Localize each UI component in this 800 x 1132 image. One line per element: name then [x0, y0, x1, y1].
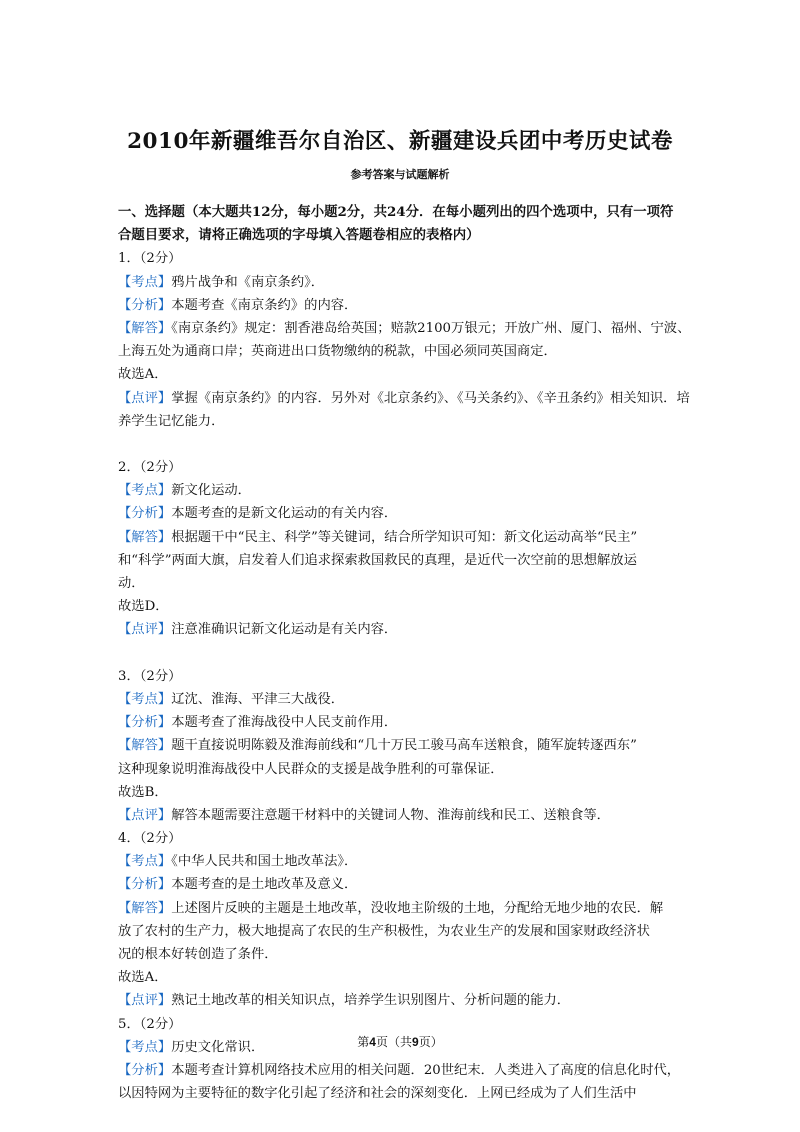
fenxi-text: 本题考查了淮海战役中人民支前作用．: [171, 715, 398, 731]
fenxi-line: [118, 711, 690, 734]
question-1: [118, 247, 690, 433]
section-heading-line-2: 合题目要求，请将正确选项的字母填入答题卷相应的表格内）: [118, 227, 480, 244]
jieda-tag: 【解答】: [118, 738, 172, 754]
fenxi-tag: 【分析】: [118, 877, 172, 893]
jieda-text: 上述图片反映的主题是土地改革，没收地主阶级的土地，分配给无地少地的农民．解: [171, 900, 664, 916]
spacer: [118, 433, 690, 456]
kaodian-text: 历史文化常识．: [171, 1039, 265, 1055]
page-footer: [0, 1033, 800, 1050]
answer-line: 故选A．: [118, 970, 168, 986]
jieda-line: [118, 897, 690, 920]
jieda-continuation: 动．: [118, 576, 145, 591]
question-5: [118, 1013, 690, 1106]
dianping-tag: 【点评】: [118, 993, 172, 1009]
question-3: [118, 665, 690, 827]
section-heading-line-1: 一、选择题（本大题共12分，每小题2分，共24分．在每小题列出的四个选项中，只有一项符: [118, 204, 674, 220]
jieda-tag: 【解答】: [118, 320, 172, 336]
kaodian-line: [118, 850, 690, 873]
footer-page-number: 4: [369, 1035, 376, 1049]
fenxi-tag: 【分析】: [118, 297, 172, 313]
dianping-tag: 【点评】: [118, 390, 172, 406]
fenxi-line: [118, 294, 690, 317]
spacer: [118, 642, 690, 665]
kaodian-tag: 【考点】: [118, 1039, 172, 1055]
kaodian-text: 《中华人民共和国土地改革法》．: [171, 854, 358, 870]
footer-middle: 页（共: [375, 1035, 412, 1049]
kaodian-tag: 【考点】: [118, 691, 172, 707]
kaodian-text: 新文化运动．: [171, 483, 251, 499]
fenxi-tag: 【分析】: [118, 506, 172, 522]
dianping-tag: 【点评】: [118, 622, 172, 638]
kaodian-line: [118, 271, 690, 294]
dianping-text: 掌握《南京条约》的内容．另外对《北京条约》、《马关条约》、《辛丑条约》相关知识．培: [171, 390, 690, 406]
jieda-tag: 【解答】: [118, 900, 172, 916]
answer-line: 故选D．: [118, 599, 169, 615]
dianping-line: [118, 989, 690, 1012]
jieda-continuation: 放了农村的生产力，极大地提高了农民的生产积极性，为农业生产的发展和国家财政经济状: [118, 923, 650, 939]
kaodian-text: 鸦片战争和《南京条约》．: [171, 274, 325, 290]
question-number: 2．（2分）: [118, 460, 182, 476]
page-subtitle: 参考答案与试题解析: [350, 168, 450, 181]
page-content: [118, 201, 690, 1105]
dianping-line: [118, 804, 690, 827]
dianping-continuation: 养学生记忆能力．: [118, 413, 225, 429]
jieda-text: 根据题干中“民主、科学”等关键词，结合所学知识可知：新文化运动高举“民主”: [171, 529, 638, 545]
kaodian-line: [118, 688, 690, 711]
fenxi-text: 本题考查的是新文化运动的有关内容．: [171, 506, 398, 522]
dianping-text: 解答本题需要注意题干材料中的关键词人物、淮海前线和民工、送粮食等．: [171, 807, 610, 823]
fenxi-line: [118, 873, 690, 896]
fenxi-tag: 【分析】: [118, 1062, 172, 1078]
fenxi-line: [118, 502, 690, 525]
footer-suffix: 页）: [418, 1035, 443, 1049]
jieda-continuation: 况的根本好转创造了条件．: [118, 947, 278, 962]
fenxi-continuation: 以因特网为主要特征的数字化引起了经济和社会的深刻变化．上网已经成为了人们生活中: [118, 1086, 637, 1102]
kaodian-tag: 【考点】: [118, 854, 172, 870]
jieda-text: 题干直接说明陈毅及淮海前线和“几十万民工骏马高车送粮食，随军旋转逐西东”: [171, 738, 637, 754]
page-title: 2010年新疆维吾尔自治区、新疆建设兵团中考历史试卷: [127, 129, 673, 154]
answer-line: 故选A．: [118, 367, 168, 383]
kaodian-line: [118, 479, 690, 502]
jieda-line: [118, 734, 690, 757]
jieda-continuation: 和“科学”两面大旗，启发着人们追求探索救国救民的真理，是近代一次空前的思想解放运: [118, 552, 637, 568]
question-number: 1．（2分）: [118, 251, 182, 267]
jieda-text: 《南京条约》规定：割香港岛给英国；赔款2100万银元；开放广州、厦门、福州、宁波、: [171, 320, 690, 336]
answer-line: 故选B．: [118, 784, 168, 800]
question-2: [118, 456, 690, 642]
jieda-continuation: 上海五处为通商口岸；英商进出口货物缴纳的税款，中国必须同英国商定．: [118, 344, 557, 360]
dianping-text: 熟记土地改革的相关知识点，培养学生识别图片、分析问题的能力．: [171, 993, 571, 1009]
dianping-line: [118, 387, 690, 410]
question-number: 3．（2分）: [118, 668, 182, 684]
dianping-line: [118, 618, 690, 641]
jieda-line: [118, 317, 690, 340]
fenxi-text: 本题考查的是土地改革及意义．: [171, 877, 358, 893]
fenxi-text: 本题考查计算机网络技术应用的相关问题．20世纪末．人类进入了高度的信息化时代，: [171, 1062, 681, 1078]
jieda-continuation: 这种现象说明淮海战役中人民群众的支援是战争胜利的可靠保证．: [118, 761, 504, 777]
jieda-tag: 【解答】: [118, 529, 172, 545]
jieda-line: [118, 526, 690, 549]
kaodian-tag: 【考点】: [118, 274, 172, 290]
dianping-text: 注意准确识记新文化运动是有关内容．: [171, 622, 398, 638]
fenxi-tag: 【分析】: [118, 715, 172, 731]
kaodian-tag: 【考点】: [118, 483, 172, 499]
footer-total-pages: 9: [412, 1035, 419, 1049]
dianping-tag: 【点评】: [118, 807, 172, 823]
question-4: [118, 827, 690, 1013]
kaodian-text: 辽沈、淮海、平津三大战役．: [171, 691, 345, 707]
fenxi-line: [118, 1059, 690, 1082]
fenxi-text: 本题考查《南京条约》的内容．: [171, 297, 358, 313]
question-number: 5．（2分）: [118, 1016, 182, 1032]
question-number: 4．（2分）: [118, 831, 182, 847]
footer-prefix: 第: [357, 1035, 370, 1049]
